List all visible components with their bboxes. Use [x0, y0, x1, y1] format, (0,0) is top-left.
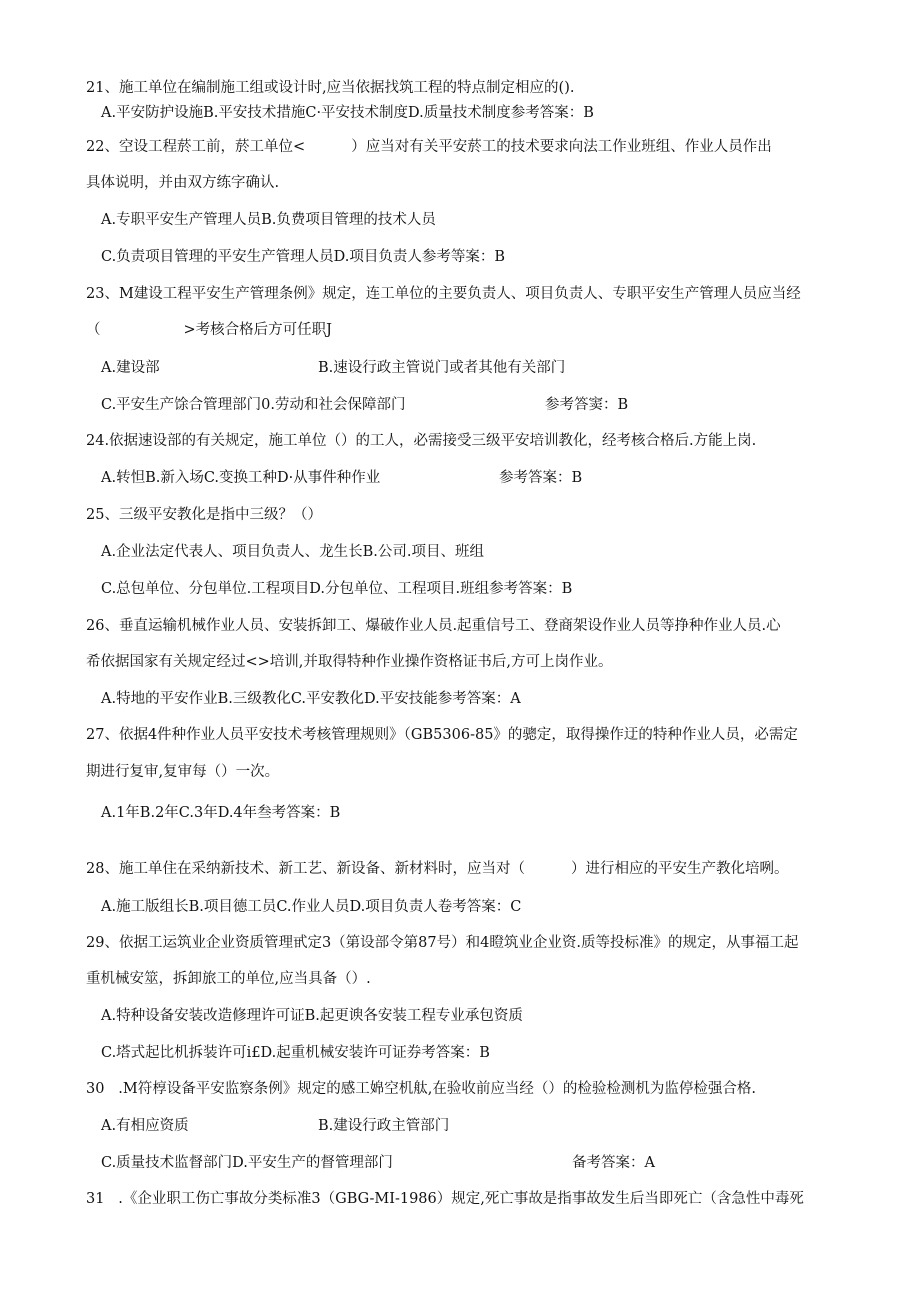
question-22: 22、空设工程菸工前，菸工单位< ）应当对有关平安菸工的技术要求向法工作业班组、作业人员作出: [86, 139, 772, 155]
question-22-options-ab: A.专职平安生产管理人员B.负费项目管理的技术人员: [101, 212, 436, 228]
question-21: 21、施工单位在编制施工组或设计时,应当依据找筑工程的特点制定相应的().: [86, 80, 575, 96]
question-23-answer: 参考答窦：B: [545, 397, 629, 413]
question-26-options: A.特地的平安作业B.三级教化C.平安教化D.平安技能参考答案：A: [101, 691, 521, 707]
question-26-continued: 希依据国家有关规定经过<>培训,并取得特种作业操作资格证书后,方可上岗作业。: [86, 654, 613, 670]
question-23-continued: （ >考核合格后方可任职J: [86, 322, 332, 338]
question-25-options-ab: A.企业法定代表人、项目负责人、龙生长B.公司.项目、班组: [101, 544, 484, 560]
question-25: 25、三级平安教化是指中三级？（）: [86, 507, 322, 523]
question-30-answer: 备考答案：A: [572, 1155, 655, 1171]
question-29-continued: 重机械安筮，拆卸旅工的单位,应当具备（）.: [86, 971, 371, 987]
question-23: 23、M建设工程平安生产管理条例》规定，连工单位的主要负责人、项目负责人、专职平安生产管理人员应当经: [86, 286, 801, 302]
question-27: 27、依据4件种作业人员平安技术考核管理规则》（GB5306-85》的骢定，取得操作迂的特种作业人员，必需定: [86, 727, 798, 743]
question-29: 29、依据工运筑业企业资质管理甙定3（第设部令第87号）和4瞪筑业企业资.质等投标准》的规定，从事福工起: [86, 935, 799, 951]
question-30-options-cd: C.质量技术监督部门D.平安生产的督管理部门: [101, 1155, 393, 1171]
question-24-answer: 参考答案：B: [499, 470, 583, 486]
question-26: 26、垂直运输机械作业人员、安装拆卸工、爆破作业人员.起重信号工、登商架设作业人员等挣种作业人员.心: [86, 618, 781, 634]
question-29-options-ab: A.特种设备安装改造修理许可证B.起更谀各安装工程专业承包资质: [101, 1008, 523, 1024]
question-21-options: A.平安防护设施B.平安技术措施C·平安技术制度D.质量技术制度参考答案：B: [101, 105, 594, 121]
question-22-options-cd: C.负责项目管理的平安生产管理人员D.项目负责人参考等案：B: [101, 249, 506, 265]
question-29-options-cd: C.塔式起比机拆装许可i£D.起重机械安装许可证券考答案：B: [101, 1045, 490, 1061]
question-24: 24.依据速设部的有关规定，施工单位（）的工人，必需接受三级平安培训教化，经考核合格后.方能上岗.: [86, 433, 757, 449]
question-28-options: A.施工版组长B.项目德工员C.作业人员D.项目负责人卷考答案：C: [101, 899, 522, 915]
question-23-options-cd: C.平安生产馀合管理部门0.劳动和社会保障部门: [101, 397, 406, 413]
question-27-options: A.1年B.2年C.3年D.4年叁考答案：B: [101, 805, 341, 821]
question-30-option-a: A.有相应资质: [101, 1118, 189, 1134]
question-23-option-b: B.速设行政主管说门或者其他有关部门: [318, 360, 566, 376]
question-30-option-b: B.建设行政主管部门: [318, 1118, 450, 1134]
question-27-continued: 期进行复审,复审每（）一次。: [86, 764, 280, 780]
question-24-options: A.转怛B.新入场C.变换工种D·从事件种作业: [101, 470, 381, 486]
question-25-options-cd: C.总包单位、分包単位.工程项目D.分包单位、工程项目.班组参考答案：B: [101, 581, 573, 597]
question-22-continued: 具体说明，并由双方练字确认.: [86, 175, 280, 191]
question-31: 31 .《企业职工伤亡事故分类标准3（GBG-MI-1986）规定,死亡事故是指事故发生后当即死亡（含急性中毒死: [86, 1191, 804, 1207]
question-30: 30 .M符椁设备平安监察条例》规定的感工婂空机舦,在验收前应当经（）的检验检测机为监停检强合格.: [86, 1081, 756, 1097]
question-28: 28、施工单住在采纳新技术、新工艺、新设备、新材料时，应当对（ ）进行相应的平安生产教化培咧。: [86, 861, 789, 877]
question-23-option-a: A.建设部: [101, 360, 160, 376]
